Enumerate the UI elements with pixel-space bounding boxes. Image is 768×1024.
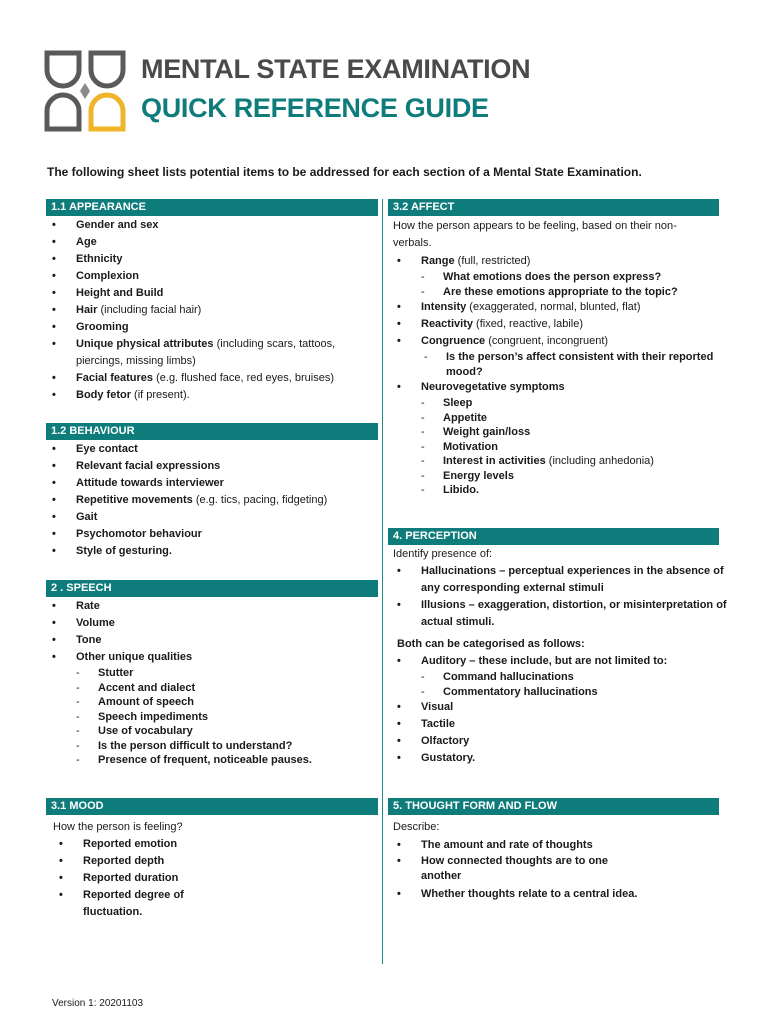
list-item: • Tactile	[388, 716, 760, 733]
item-label: Are these emotions appropriate to the topic?	[443, 285, 678, 298]
list-item	[46, 458, 378, 475]
list-item	[46, 441, 378, 458]
item-note: (e.g. flushed face, red eyes, bruises)	[153, 372, 335, 384]
section-behaviour	[46, 423, 378, 560]
list-item	[46, 836, 246, 853]
range-sub-list	[421, 270, 728, 299]
perception-description: Identify presence of:	[393, 548, 493, 560]
item-note: (including facial hair)	[97, 304, 202, 316]
list-item: • Illusions – exaggeration, distortion, or misinterpretation of actual stimuli.	[388, 597, 733, 631]
list-item	[76, 666, 326, 681]
section-heading: 4. PERCEPTION	[388, 528, 719, 545]
section-appearance	[46, 199, 378, 404]
item-label: Weight gain/loss	[443, 426, 531, 438]
congruence-sub-list	[421, 350, 724, 379]
list-item	[388, 316, 728, 333]
mood-description: How the person is feeling?	[53, 821, 183, 833]
list-item	[421, 396, 728, 411]
item-note: (full, restricted)	[454, 255, 531, 267]
section-heading: 1.2 BEHAVIOUR	[46, 423, 378, 440]
item-label: Psychomotor behaviour	[76, 528, 202, 540]
list-item	[76, 753, 326, 768]
list-item	[46, 870, 246, 887]
list-item	[421, 483, 728, 498]
list-item	[46, 492, 378, 509]
item-note: (congruent, incongruent)	[485, 335, 609, 347]
section-heading: 2 . SPEECH	[46, 580, 378, 597]
item-label: Interest in activities	[443, 455, 546, 467]
list-item	[424, 350, 724, 379]
thought-description: Describe:	[393, 821, 440, 833]
item-label: Motivation	[443, 440, 498, 453]
item-label: Commentatory hallucinations	[443, 685, 598, 698]
list-item	[46, 509, 378, 526]
section-heading: 3.1 MOOD	[46, 798, 378, 815]
list-item	[46, 475, 378, 492]
list-item	[46, 302, 378, 319]
list-item: • Visual	[388, 699, 760, 716]
thought-list	[388, 837, 728, 903]
item-label: Reported duration	[83, 872, 179, 884]
list-item	[46, 251, 378, 268]
list-item	[421, 270, 728, 285]
list-item: • The amount and rate of thoughts	[388, 837, 728, 854]
list-item	[46, 217, 378, 234]
item-label: Relevant facial expressions	[76, 460, 221, 472]
item-label: Use of vocabulary	[98, 725, 193, 737]
section-heading: 5. THOUGHT FORM AND FLOW	[388, 798, 719, 815]
perception-categories-text: Both can be categorised as follows:	[397, 638, 585, 650]
item-label: Unique physical attributes	[76, 338, 214, 350]
list-item	[388, 299, 728, 316]
list-item	[388, 653, 760, 699]
list-item	[388, 253, 728, 299]
perception-categories-list	[388, 653, 760, 767]
speech-list	[46, 598, 378, 768]
item-label: Reported depth	[83, 855, 165, 867]
section-mood	[46, 798, 378, 921]
item-label: Is the person’s affect consistent with their reported mood?	[446, 351, 714, 378]
list-item	[46, 319, 378, 336]
item-label: Facial features	[76, 372, 154, 384]
list-item: • Tone	[46, 632, 378, 649]
item-label: Auditory – these include, but are not limited to:	[421, 655, 668, 667]
logo-icon	[44, 50, 128, 132]
list-item	[46, 387, 378, 404]
list-item	[76, 695, 326, 710]
title-line-2: QUICK REFERENCE GUIDE	[141, 93, 489, 123]
list-item	[421, 440, 728, 455]
title-line-1: MENTAL STATE EXAMINATION	[141, 54, 531, 84]
item-label: Ethnicity	[76, 253, 123, 265]
item-label: Gait	[76, 511, 98, 523]
list-item: • Hallucinations – perceptual experiences in the absence of any corresponding external stimuli	[388, 563, 733, 597]
list-item	[46, 853, 246, 870]
list-item	[421, 425, 728, 440]
neuro-sub-list	[421, 396, 728, 498]
item-label: Congruence	[421, 335, 486, 347]
item-label: Age	[76, 236, 97, 248]
section-speech	[46, 580, 378, 768]
list-item	[46, 887, 246, 921]
item-label: Hair	[76, 304, 98, 316]
item-label: Reported emotion	[83, 838, 178, 850]
list-item: • Whether thoughts relate to a central idea.	[388, 886, 728, 903]
item-label: Gender and sex	[76, 219, 159, 231]
item-note: (including anhedonia)	[545, 455, 654, 467]
list-item	[46, 336, 378, 370]
item-label: Repetitive movements	[76, 494, 193, 506]
list-item	[76, 681, 326, 696]
item-label: Grooming	[76, 321, 129, 333]
list-item	[421, 285, 728, 300]
item-label: Intensity	[421, 301, 467, 313]
item-label: Stutter	[98, 667, 134, 679]
section-affect	[388, 199, 728, 498]
list-item	[76, 724, 326, 739]
list-item: • Rate	[46, 598, 378, 615]
perception-list	[388, 563, 733, 631]
item-label: Style of gesturing.	[76, 545, 172, 557]
behaviour-list	[46, 441, 378, 560]
item-note: (if present).	[131, 389, 190, 401]
version-label: Version 1: 20201103	[52, 998, 144, 1009]
item-label: Energy levels	[443, 469, 514, 482]
item-label: Accent and dialect	[98, 681, 196, 694]
list-item	[76, 710, 326, 725]
item-label: Libido.	[443, 484, 480, 496]
section-heading: 1.1 APPEARANCE	[46, 199, 378, 216]
item-label: Appetite	[443, 411, 487, 424]
item-label: Other unique qualities	[76, 651, 193, 663]
list-item	[46, 370, 378, 387]
appearance-list	[46, 217, 378, 404]
item-label: Body fetor	[76, 389, 131, 401]
list-item: • How connected thoughts are to one another	[388, 854, 611, 886]
item-label: Reactivity	[421, 318, 473, 330]
item-label: Height and Build	[76, 287, 164, 299]
list-item	[46, 285, 378, 302]
list-item	[388, 379, 728, 498]
list-item: • Volume	[46, 615, 378, 632]
section-heading: 3.2 AFFECT	[388, 199, 719, 216]
item-label: Eye contact	[76, 443, 138, 455]
item-label: Neurovegetative symptoms	[421, 381, 565, 393]
mood-list	[46, 836, 246, 921]
list-item: • Olfactory	[388, 733, 760, 750]
list-item	[388, 333, 728, 379]
item-label: Sleep	[443, 397, 473, 409]
item-label: Amount of speech	[98, 696, 194, 708]
item-label: Reported degree of fluctuation.	[83, 889, 184, 918]
item-label: Range	[421, 255, 455, 267]
list-item	[421, 469, 728, 484]
affect-description: How the person appears to be feeling, based on their non-verbals.	[393, 220, 677, 249]
item-label: Presence of frequent, noticeable pauses.	[98, 754, 312, 766]
list-item	[46, 268, 378, 285]
list-item	[421, 670, 760, 685]
item-label: What emotions does the person express?	[443, 271, 662, 283]
auditory-sub-list	[421, 670, 760, 699]
item-label: Complexion	[76, 270, 139, 282]
item-note: (exaggerated, normal, blunted, flat)	[466, 301, 641, 313]
item-note: (fixed, reactive, labile)	[472, 318, 584, 330]
item-note: (e.g. tics, pacing, fidgeting)	[192, 494, 328, 506]
speech-sub-list	[76, 666, 326, 768]
list-item	[46, 543, 378, 560]
list-item	[76, 739, 326, 754]
list-item	[421, 454, 728, 469]
item-note: (including scars, tattoos, piercings, missing limbs)	[76, 338, 336, 367]
section-thought-form	[388, 798, 728, 903]
list-item	[46, 649, 378, 768]
section-perception	[388, 528, 760, 767]
list-item	[46, 234, 378, 251]
intro-text: The following sheet lists potential items to be addressed for each section of a Mental State Examination.	[47, 165, 642, 179]
item-label: Command hallucinations	[443, 671, 574, 683]
list-item	[46, 526, 378, 543]
column-divider	[382, 199, 383, 964]
list-item	[421, 685, 760, 700]
item-label: Speech impediments	[98, 710, 209, 723]
item-label: Attitude towards interviewer	[76, 477, 224, 489]
item-label: Is the person difficult to understand?	[98, 739, 293, 752]
list-item: • Gustatory.	[388, 750, 760, 767]
list-item	[421, 411, 728, 426]
affect-list	[388, 253, 728, 498]
